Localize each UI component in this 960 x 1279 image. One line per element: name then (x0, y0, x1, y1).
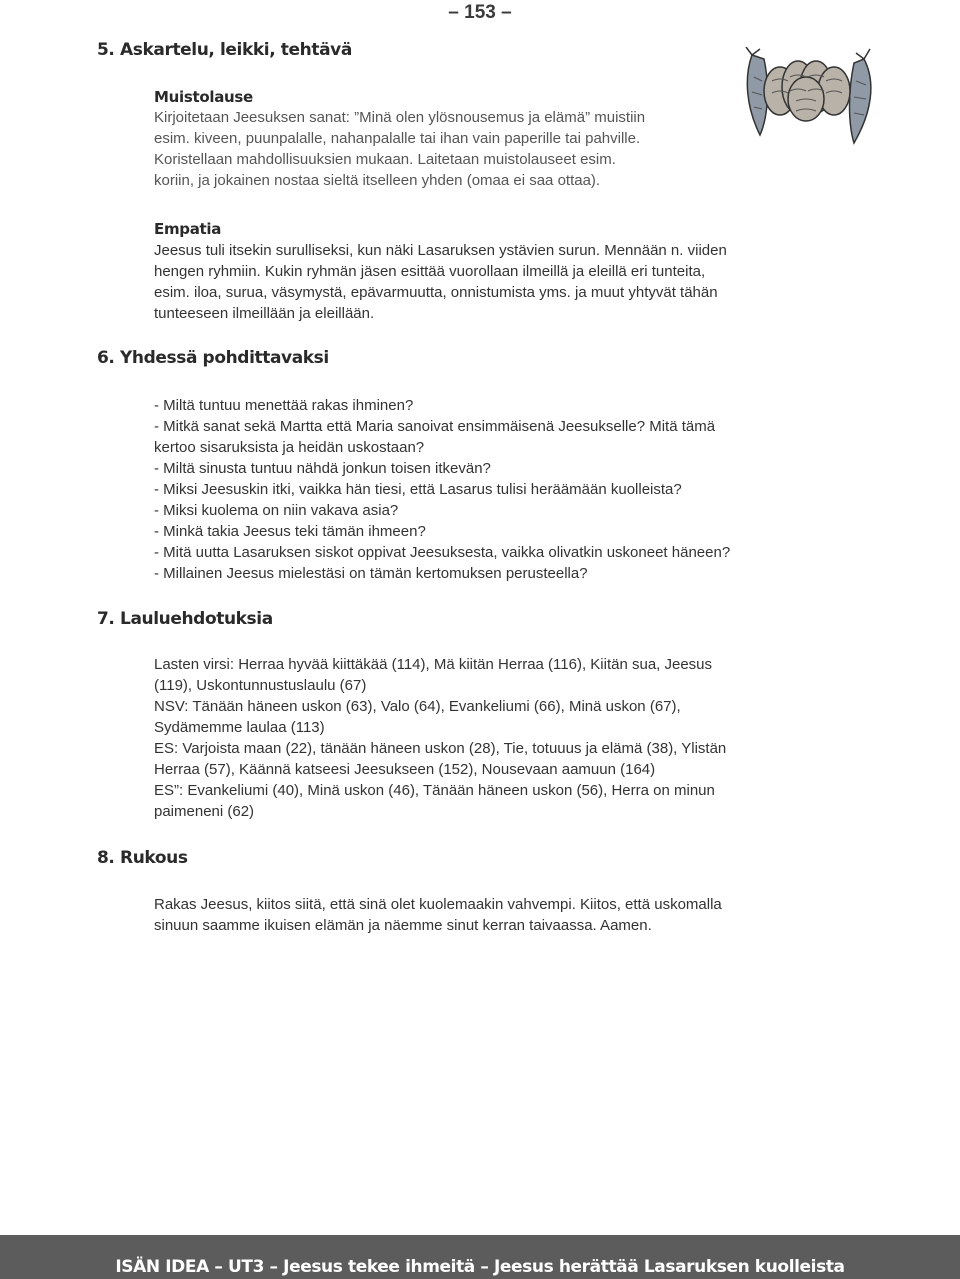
fish-right-icon (850, 49, 871, 143)
muistolause-heading: Muistolause (154, 88, 253, 106)
prayer-line: sinuun saamme ikuisen elämän ja näemme sinut kerran taivaassa. Aamen. (154, 917, 652, 934)
text-line: Koristellaan mahdollisuuksien mukaan. Laitetaan muistolauseet esim. (154, 151, 616, 168)
section-8-heading: 8. Rukous (97, 848, 188, 868)
section-6-heading: 6. Yhdessä pohdittavaksi (97, 348, 329, 368)
song-line: ES”: Evankeliumi (40), Minä uskon (46), Tänään häneen uskon (56), Herra on minun (154, 782, 715, 799)
question-line: - Mitkä sanat sekä Martta että Maria sanoivat ensimmäisenä Jeesukselle? Mitä tämä (154, 418, 716, 435)
question-line: - Miltä tuntuu menettää rakas ihminen? (154, 397, 414, 414)
song-line: (119), Uskontunnustuslaulu (67) (154, 677, 367, 694)
question-line: - Miksi kuolema on niin vakava asia? (154, 502, 399, 519)
question-line: kertoo sisaruksista ja heidän uskostaan? (154, 439, 425, 456)
empatia-heading: Empatia (154, 220, 222, 238)
empatia-text (154, 240, 814, 324)
text-line: Jeesus tuli itsekin surulliseksi, kun näki Lasaruksen ystävien surun. Mennään n. viiden (154, 242, 727, 259)
song-line: NSV: Tänään häneen uskon (63), Valo (64), Evankeliumi (66), Minä uskon (67), (154, 698, 681, 715)
song-line: Sydämemme laulaa (113) (154, 719, 325, 736)
section-7-heading: 7. Lauluehdotuksia (97, 609, 273, 629)
text-line: koriin, ja jokainen nostaa sieltä itselleen yhden (omaa ei saa ottaa). (154, 172, 601, 189)
prayer-line: Rakas Jeesus, kiitos siitä, että sinä olet kuolemaakin vahvempi. Kiitos, että uskomalla (154, 896, 722, 913)
question-line: - Mitä uutta Lasaruksen siskot oppivat Jeesuksesta, vaikka olivatkin uskoneet häneen? (154, 544, 731, 561)
text-line: tunteeseen ilmeillään ja eleillään. (154, 305, 375, 322)
discussion-questions (154, 395, 814, 584)
text-line: hengen ryhmiin. Kukin ryhmän jäsen esittää vuorollaan ilmeillä ja eleillä eri tunteita, (154, 263, 706, 280)
song-line: ES: Varjoista maan (22), tänään häneen uskon (28), Tie, totuuus ja elämä (38), Ylistän (154, 740, 727, 757)
question-line: - Millainen Jeesus mielestäsi on tämän kertomuksen perusteella? (154, 565, 588, 582)
song-suggestions (154, 654, 814, 822)
page-number: – 153 – (448, 2, 512, 23)
song-line: Lasten virsi: Herraa hyvää kiittäkää (114), Mä kiitän Herraa (116), Kiitän sua, Jeesus (154, 656, 713, 673)
text-line: Kirjoitetaan Jeesuksen sanat: ”Minä olen ylösnousemus ja elämä” muistiin (154, 109, 646, 126)
footer-title: ISÄN IDEA – UT3 – Jeesus tekee ihmeitä – Jeesus herättää Lasaruksen kuolleista (115, 1257, 845, 1277)
prayer-text (154, 894, 814, 936)
muistolause-text (154, 107, 814, 191)
question-line: - Minkä takia Jeesus teki tämän ihmeen? (154, 523, 426, 540)
text-line: esim. kiveen, puunpalalle, nahanpalalle tai ihan vain paperille tai pahville. (154, 130, 641, 147)
question-line: - Miltä sinusta tuntuu nähdä jonkun toisen itkevän? (154, 460, 491, 477)
song-line: Herraa (57), Käännä katseesi Jeesukseen (152), Nousevaan aamuun (164) (154, 761, 656, 778)
section-5-heading: 5. Askartelu, leikki, tehtävä (97, 40, 352, 60)
question-line: - Miksi Jeesuskin itki, vaikka hän tiesi, että Lasarus tulisi heräämään kuolleista? (154, 481, 682, 498)
text-line: esim. iloa, surua, väsymystä, epävarmuutta, onnistumista yms. ja muut yhtyvät tähän (154, 284, 718, 301)
song-line: paimeneni (62) (154, 803, 255, 820)
